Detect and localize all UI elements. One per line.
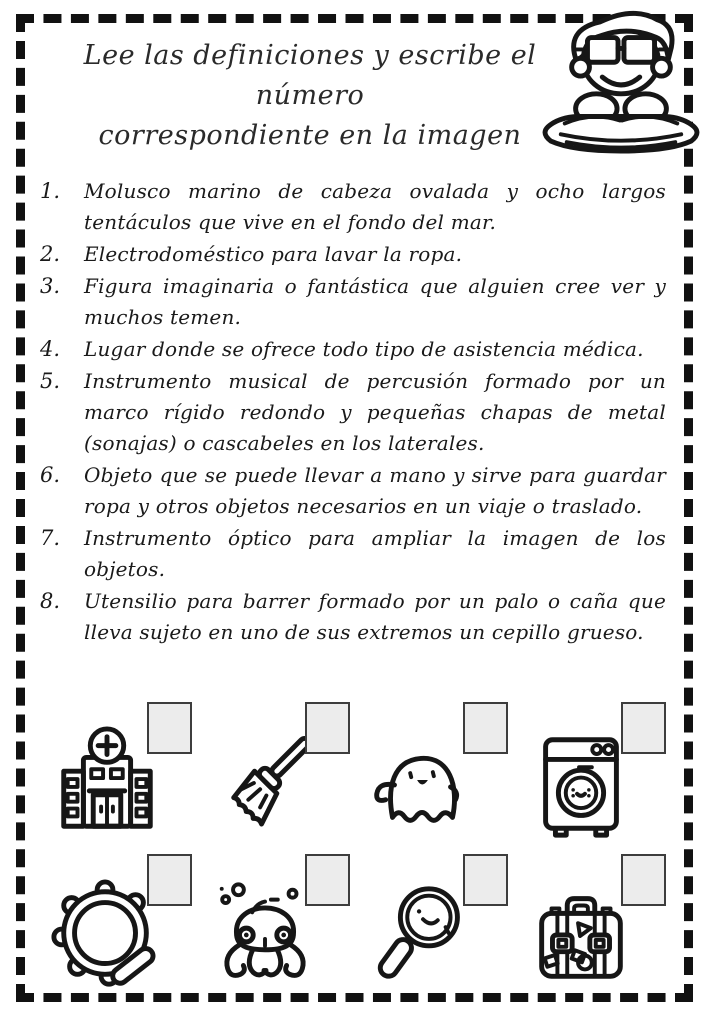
definition-text: Lugar donde se ofrece todo tipo de asistencia médica. — [84, 337, 644, 361]
definition-item-8 — [34, 586, 666, 648]
image-grid — [44, 698, 668, 998]
answer-box-octopus[interactable] — [305, 854, 350, 906]
answer-box-ghost[interactable] — [463, 702, 508, 754]
definition-number: 2. — [40, 242, 61, 266]
definition-number: 7. — [40, 526, 61, 550]
image-cell-magnifying-glass — [360, 850, 510, 998]
definition-text: Instrumento óptico para ampliar la imagen de los objetos. — [84, 526, 666, 581]
definition-item-7 — [34, 523, 666, 585]
answer-box-magnifying-glass[interactable] — [463, 854, 508, 906]
image-cell-broom — [202, 698, 352, 846]
answer-box-hospital[interactable] — [147, 702, 192, 754]
image-cell-suitcase — [518, 850, 668, 998]
answer-box-tambourine[interactable] — [147, 854, 192, 906]
definition-text: Molusco marino de cabeza ovalada y ocho largos tentáculos que vive en el fondo del mar. — [84, 179, 666, 234]
image-cell-washing-machine — [518, 698, 668, 846]
image-cell-ghost — [360, 698, 510, 846]
definition-item-2 — [34, 239, 666, 270]
definition-text: Figura imaginaria o fantástica que alguien cree ver y muchos temen. — [84, 274, 666, 329]
definition-number: 4. — [40, 337, 61, 361]
title-line-1: Lee las definiciones y escribe el número — [83, 40, 537, 111]
title-block — [55, 36, 565, 156]
definition-text: Utensilio para barrer formado por un palo o caña que lleva sujeto en uno de sus extremos un cepillo grueso. — [84, 589, 666, 644]
title-line-2: correspondiente en la imagen — [98, 120, 522, 151]
definition-item-4 — [34, 334, 666, 365]
image-cell-octopus — [202, 850, 352, 998]
definition-number: 5. — [40, 369, 61, 393]
reading-boy-illustration — [537, 6, 705, 154]
page-title — [55, 36, 565, 156]
answer-box-suitcase[interactable] — [621, 854, 666, 906]
answer-box-washing-machine[interactable] — [621, 702, 666, 754]
definition-number: 1. — [40, 179, 61, 203]
definition-number: 8. — [40, 589, 61, 613]
definition-item-6 — [34, 460, 666, 522]
definition-text: Objeto que se puede llevar a mano y sirve para guardar ropa y otros objetos necesarios en un viaje o traslado. — [84, 463, 666, 518]
definition-item-5 — [34, 366, 666, 459]
definition-item-1 — [34, 176, 666, 238]
definition-text: Electrodoméstico para lavar la ropa. — [84, 242, 463, 266]
answer-box-broom[interactable] — [305, 702, 350, 754]
definitions-list — [34, 176, 666, 649]
definition-text: Instrumento musical de percusión formado por un marco rígido redondo y pequeñas chapas de metal (sonajas) o cascabeles en los laterales. — [84, 369, 666, 455]
image-cell-tambourine — [44, 850, 194, 998]
definition-item-3 — [34, 271, 666, 333]
image-cell-hospital — [44, 698, 194, 846]
definition-number: 6. — [40, 463, 61, 487]
definition-number: 3. — [40, 274, 61, 298]
